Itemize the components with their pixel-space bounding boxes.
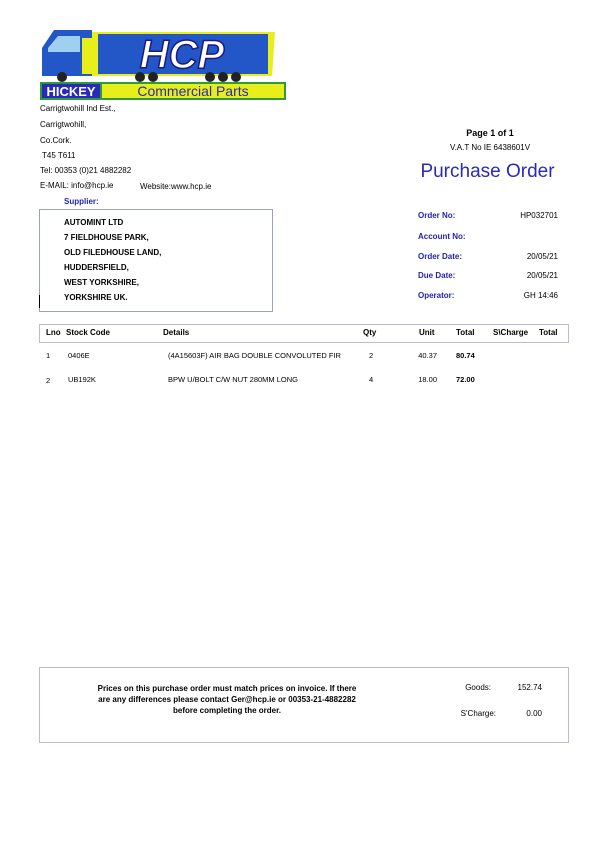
row-2-details: BPW U/BOLT C/W NUT 280MM LONG	[168, 375, 299, 384]
row-1-details: (4A15603F) AIR BAG DOUBLE CONVOLUTED FIR	[168, 351, 341, 360]
document-title: Purchase Order	[420, 161, 555, 182]
col-stock-code: Stock Code	[66, 328, 111, 337]
row-1-total: 80.74	[456, 351, 475, 360]
order-date-value: 20/05/21	[526, 252, 558, 261]
row-1-lno: 1	[46, 351, 51, 360]
operator-value: GH 14:46	[523, 291, 558, 300]
col-unit: Unit	[419, 328, 435, 337]
order-no-label: Order No:	[418, 211, 456, 220]
row-2-unit: 18.00	[418, 375, 437, 384]
supplier-line-1: AUTOMINT LTD	[64, 218, 124, 227]
company-logo	[40, 24, 286, 100]
supplier-line-3: OLD FILEDHOUSE LAND,	[64, 248, 162, 257]
goods-label: Goods:	[465, 683, 491, 692]
address-email: E-MAIL: info@hcp.ie	[40, 181, 114, 190]
address-eircode: T45 T611	[42, 151, 76, 160]
text-cursor	[39, 295, 40, 308]
scharge-value: 0.00	[526, 709, 542, 718]
address-line-2: Carrigtwohill,	[40, 120, 87, 129]
account-no-label: Account No:	[418, 232, 466, 241]
page-number: Page 1 of 1	[466, 128, 514, 138]
order-date-label: Order Date:	[418, 252, 463, 261]
scharge-label: S'Charge:	[460, 709, 496, 718]
goods-value: 152.74	[517, 683, 542, 692]
col-qty: Qty	[363, 328, 377, 337]
logo-commercial-parts-text: Commercial Parts	[137, 83, 249, 99]
supplier-line-6: YORKSHIRE UK.	[64, 293, 128, 302]
row-2-total: 72.00	[456, 375, 475, 384]
footer-note: Prices on this purchase order must match prices on invoice. If there are any differences please contact Ger@hcp.ie or 00353-21-4882282 before completing the order.	[97, 684, 357, 715]
operator-label: Operator:	[418, 291, 455, 300]
address-website: Website:www.hcp.ie	[140, 182, 212, 191]
address-phone: Tel: 00353 (0)21 4882282	[40, 166, 132, 175]
supplier-line-4: HUDDERSFIELD,	[64, 263, 129, 272]
due-date-value: 20/05/21	[526, 271, 558, 280]
row-2-lno: 2	[46, 376, 51, 385]
col-details: Details	[163, 328, 190, 337]
supplier-line-2: 7 FIELDHOUSE PARK,	[64, 233, 149, 242]
table-header	[39, 324, 569, 343]
row-1-unit: 40.37	[418, 351, 437, 360]
row-2-code: UB192K	[68, 375, 96, 384]
supplier-label: Supplier:	[64, 197, 99, 206]
vat-number: V.A.T No IE 6438601V	[449, 143, 531, 152]
logo-hickey-text: HICKEY	[46, 84, 96, 99]
col-lno: Lno	[46, 328, 61, 337]
row-1-code: 0406E	[68, 351, 90, 360]
address-line-1: Carrigtwohill Ind Est.,	[40, 104, 116, 113]
col-total: Total	[456, 328, 475, 337]
logo-hcp-text: HCP	[139, 33, 225, 77]
due-date-label: Due Date:	[418, 271, 456, 280]
order-no-value: HP032701	[520, 211, 558, 220]
supplier-line-5: WEST YORKSHIRE,	[64, 278, 139, 287]
row-1-qty: 2	[369, 351, 374, 360]
col-scharge: S\Charge	[493, 328, 529, 337]
address-line-3: Co.Cork.	[40, 136, 72, 145]
row-2-qty: 4	[369, 375, 374, 384]
col-line-total: Total	[539, 328, 558, 337]
